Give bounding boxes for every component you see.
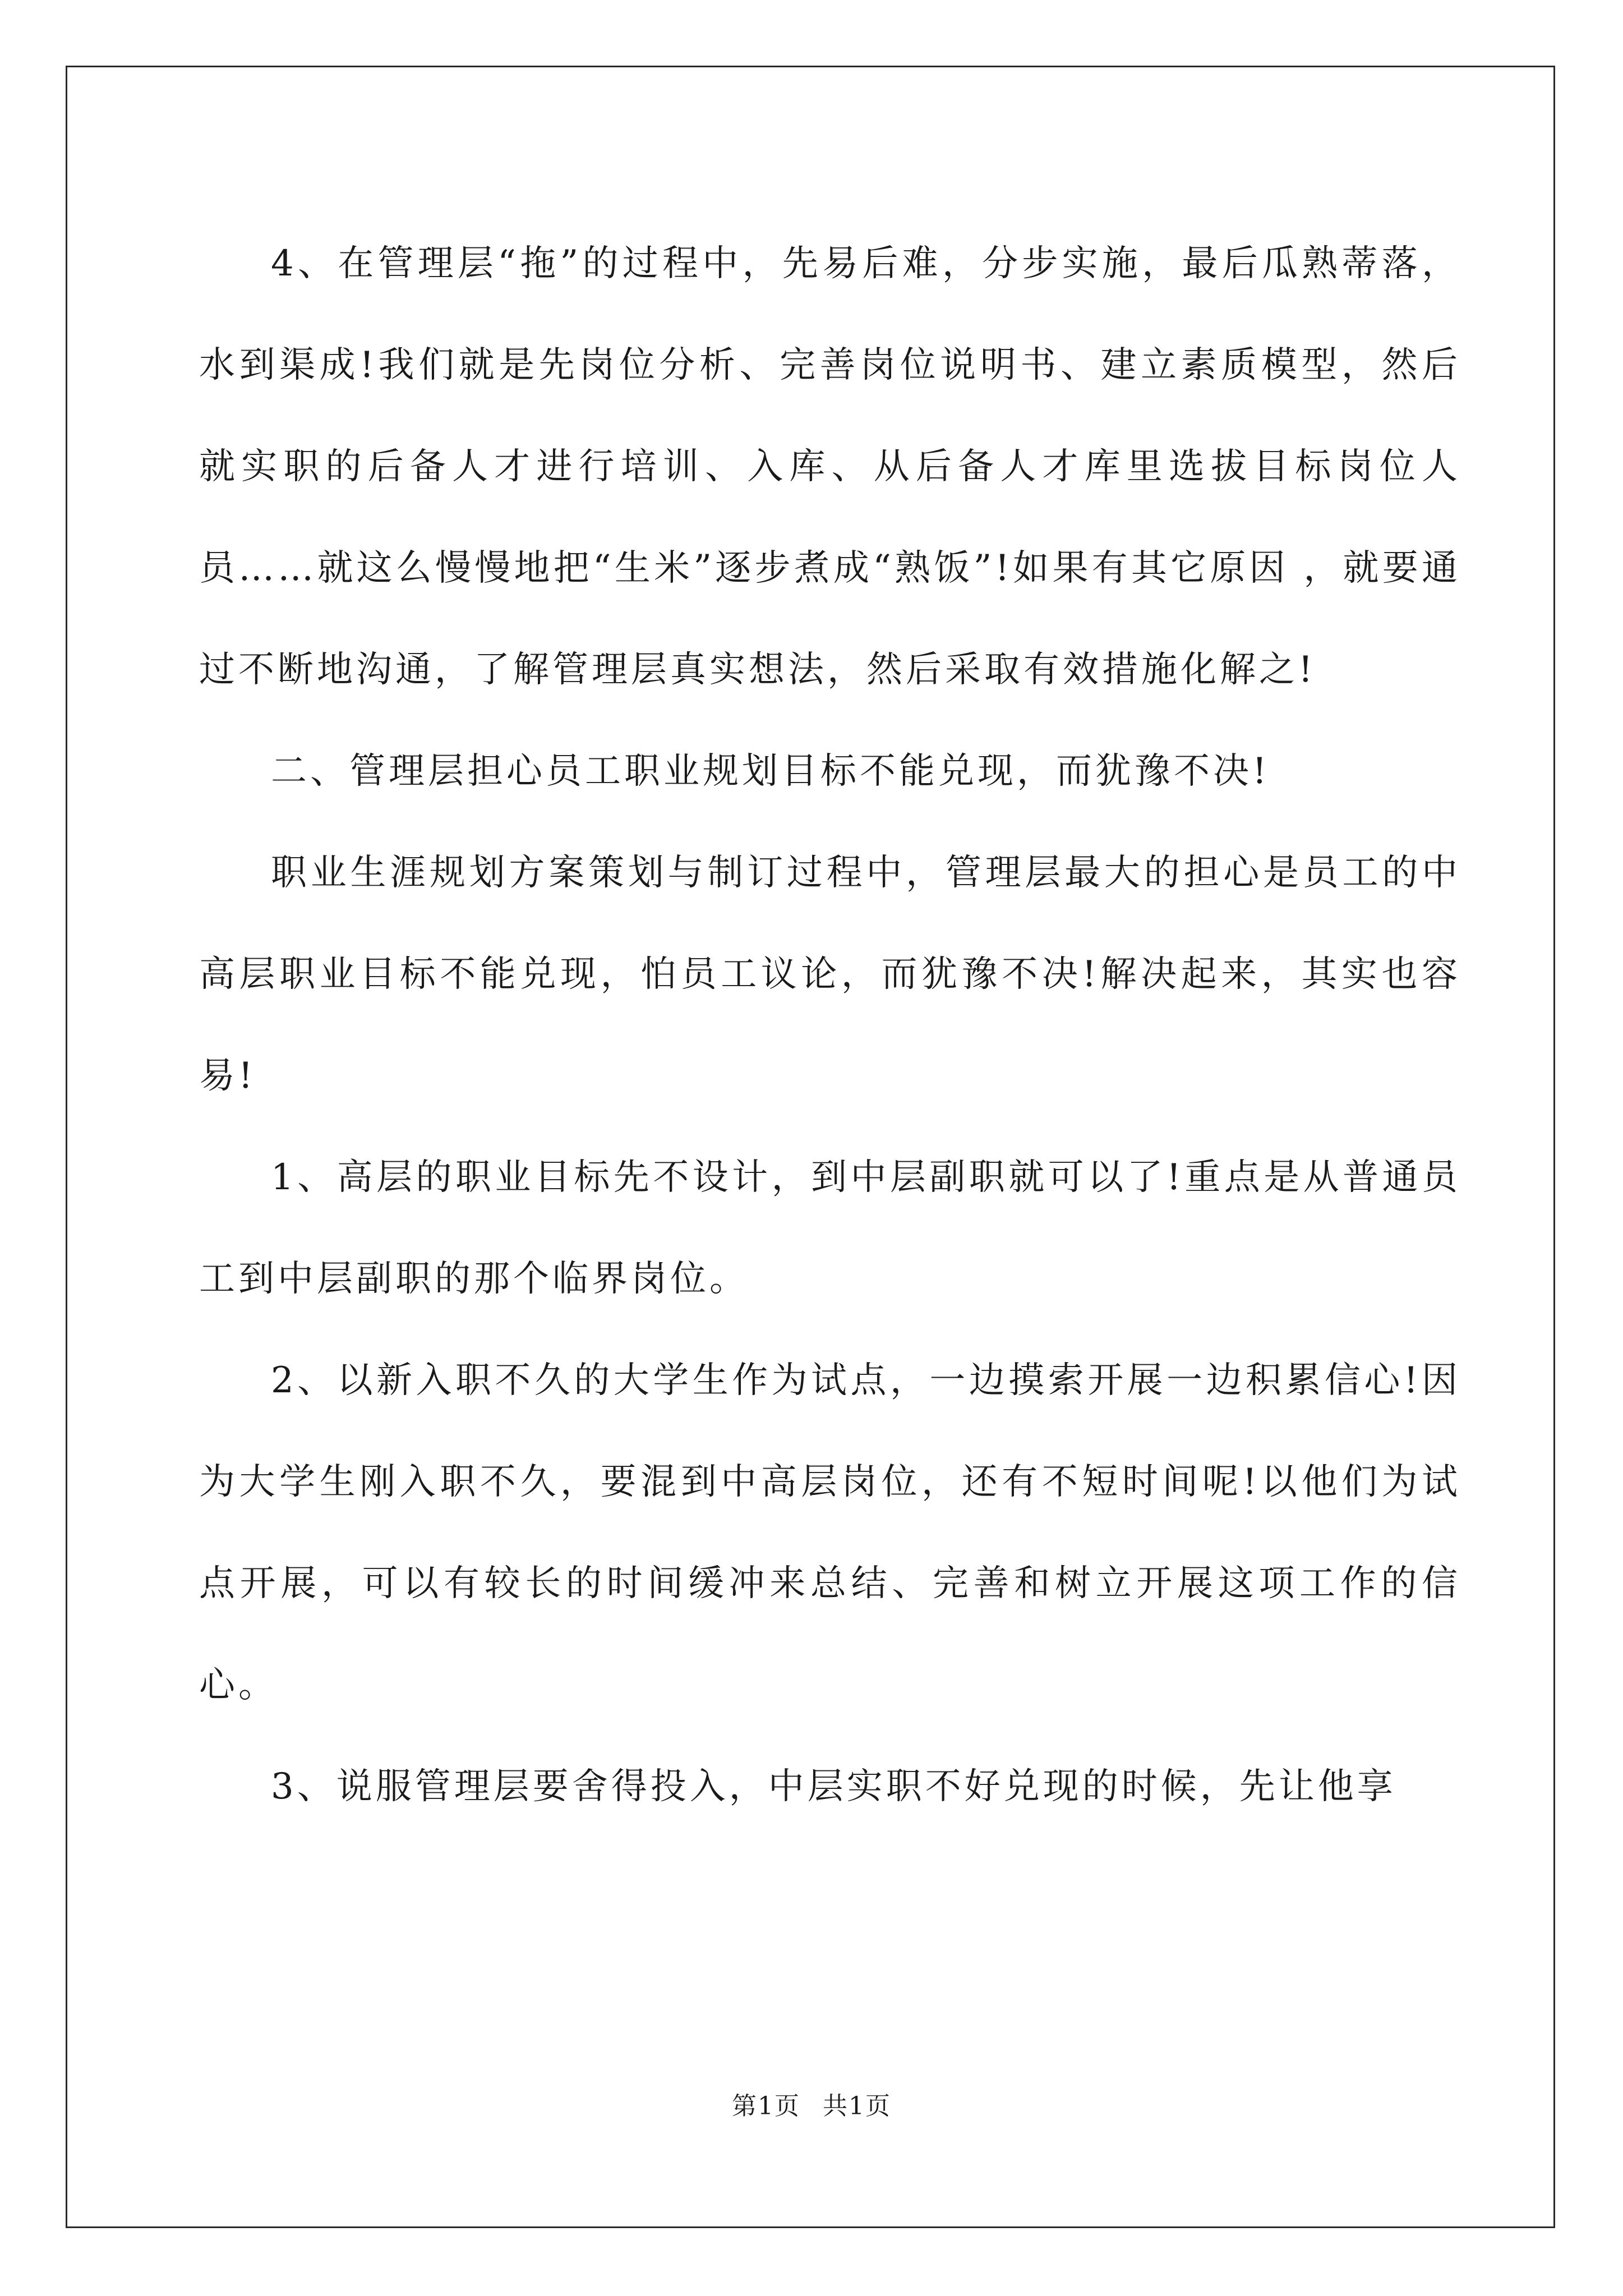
paragraph: 二、管理层担心员工职业规划目标不能兑现，而犹豫不决! [271, 751, 1270, 792]
paragraph: 4、在管理层“拖”的过程中，先易后难，分步实施，最后瓜熟蒂落，水到渠成!我们就是先岗位分析、完善岗位说明书、建立素质模型，然后就实职的后备人才进行培训、入库、从后备人才库里选拔目标岗位人员……就这么慢慢地把“生米”逐步煮成“熟饭”!如果有其它原因 ，就要通过不断地沟通，了解管理层真实想法，然后采取有效措施化解之! [199, 243, 1461, 691]
paragraph: 1、高层的职业目标先不设计，到中层副职就可以了!重点是从普通员工到中层副职的那个临界岗位。 [199, 1157, 1461, 1300]
page-footer [0, 2086, 1623, 2122]
total-pages: 共1页 [823, 2092, 891, 2120]
paragraph: 3、说服管理层要舍得投入，中层实职不好兑现的时候，先让他享 [271, 1766, 1396, 1807]
paragraph: 职业生涯规划方案策划与制订过程中，管理层最大的担心是员工的中高层职业目标不能兑现，怕员工议论，而犹豫不决!解决起来，其实也容易! [199, 852, 1461, 1097]
document-body [199, 213, 1461, 1838]
page-number: 第1页 [732, 2092, 800, 2120]
paragraph: 2、以新入职不久的大学生作为试点，一边摸索开展一边积累信心!因为大学生刚入职不久，要混到中高层岗位，还有不短时间呢!以他们为试点开展，可以有较长的时间缓冲来总结、完善和树立开展这项工作的信心。 [199, 1360, 1461, 1706]
